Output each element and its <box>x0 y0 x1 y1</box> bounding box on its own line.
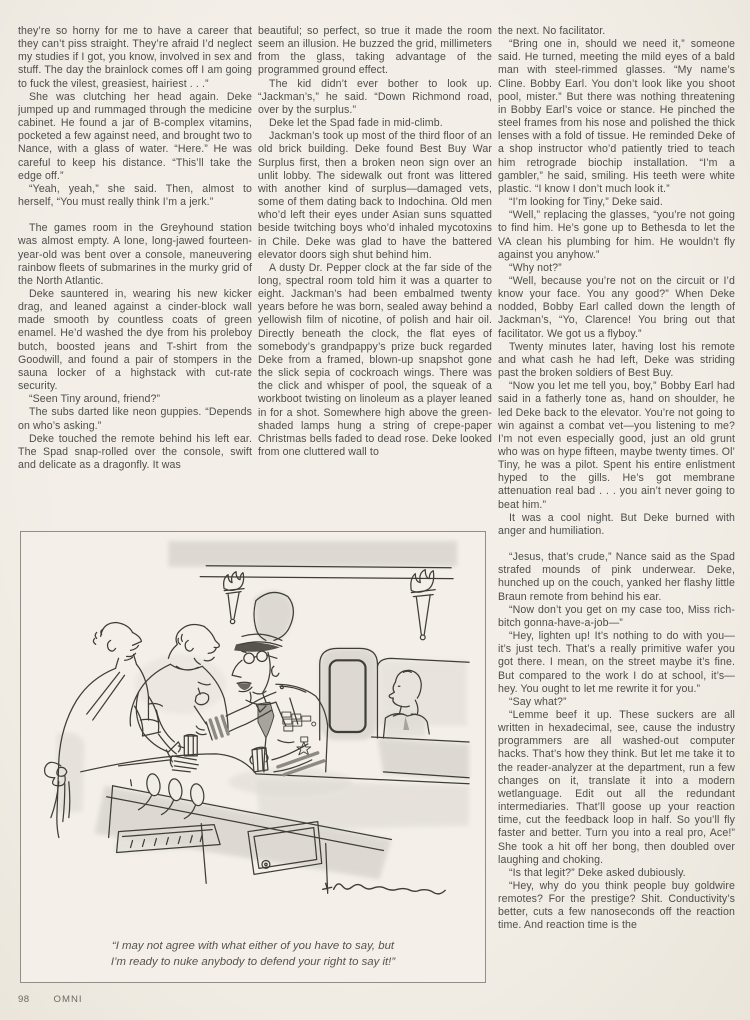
torch-sconce-icon <box>224 572 244 624</box>
story-paragraph: Twenty minutes later, having lost his remote and what cash he had left, Deke was striding past the broken soldiers of Best Buy. <box>498 340 735 380</box>
story-paragraph: “Yeah, yeah,” she said. Then, almost to herself, “You must really think I’m a jerk.” <box>18 182 252 209</box>
story-paragraph: “Why not?” <box>509 261 562 274</box>
story-column-middle <box>258 25 492 528</box>
story-paragraph: “I’m looking for Tiny,” Deke said. <box>509 196 663 209</box>
story-paragraph: “Lemme beef it up. These suckers are all written in hexadecimal, see, cause the industry programmers are all washed-out computer hacks. That’s how they think. But let me take it to the reader-analyzer at the department, run a few changes on it, translate it into a modern wetlanguage. Edit out all the redundant intermediaries. That’ll goose up your reaction time, cut the feedback loop in half. So you’ll fly faster and better. Turn you into a real pro, Ace!” She took a hit off her bong, then doubled over laughing and choking. <box>498 708 735 866</box>
story-paragraph: they’re so horny for me to have a career that they can’t piss straight. They’re afraid I’d neglect my studies if I got, you know, involved in sex and stuff. The day the brainlock comes off I am going to fuck the vilest, greasiest, hairiest . . .” <box>18 25 252 90</box>
story-paragraph: Deke sauntered in, wearing his new kicker drag, and leaned against a cinder-block wall made smooth by countless coats of green enamel. He’d washed the dye from his proleboy butch, boosted jeans and T-shirt from the Goodwill, and found a pair of stompers in the sauna locker of a highstack with cut-rate security. <box>18 287 252 393</box>
story-paragraph: Jackman’s took up most of the third floor of an old brick building. Deke found Best Buy War Surplus first, then a broken neon sign over an unlit lobby. The sidewalk out front was littered with another kind of surplus—damaged vets, some of them dating back to Indochina. Old men who’d left their eyes under Asian suns squatted beside twitching boys who’d inhaled mycotoxins in Chile. Deke was glad to have the battered elevator doors sigh shut behind him. <box>258 130 492 261</box>
caption-line: “I may not agree with what either of you have to say, but <box>111 940 395 952</box>
story-paragraph: “Well, because you’re not on the circuit or I’d know your face. You any good?” When Deke nodded, Bobby Earl called down the length of Jackman’s, “Yo, Clarence! You bring out that facilitator. We got us a flyboy.” <box>498 274 735 340</box>
story-paragraph: The subs darted like neon guppies. “Depends on who’s asking.” <box>18 406 252 432</box>
drink-glass <box>184 736 197 756</box>
story-paragraph: “Now you let me tell you, boy,” Bobby Earl had said in a fatherly tone as, hand on shoulder, he led Deke back to the elevator. You’re not going to win against a combat vet—you listening to me? I’m not even especially good, just an old grunt who was on hype fifteen, maybe twenty times. Ol’ Tiny, he was a pilot. Spent his entire enlistment hyped to the gills. He’s got membrane attenuation real bad . . . you ain’t never going to beat him.” <box>498 380 735 511</box>
story-paragraph: the next. No facilitator. <box>498 25 606 37</box>
story-paragraph: “Hey, lighten up! It’s nothing to do with you—it’s just tech. That’s a really primitive wafer you got there. I mean, on the street maybe it’s fine. But compared to the work I do at school, it’s—hey. You ought to let me rewrite it for you.” <box>498 630 735 695</box>
story-paragraph: “Well,” replacing the glasses, “you’re not going to find him. He’s gone up to Bethesda to let the VA clean his plumbing for him. He wouldn’t fly against you anyhow.” <box>498 209 735 261</box>
story-paragraph: She was clutching her head again. Deke jumped up and rummaged through the medicine cabinet. He found a jar of B-complex vitamins, pocketed a few against need, and brought two to Nance, with a glass of water. “Here.” He was careful to keep his distance. “This’ll take the edge off.” <box>18 90 252 182</box>
story-column-left <box>18 25 252 528</box>
story-paragraph: “Seen Tiny around, friend?” <box>29 393 161 406</box>
caption-line: I’m ready to nuke anybody to defend your right to say it!” <box>110 956 396 968</box>
story-paragraph: “Now don’t you get on my case too, Miss rich-bitch gonna-have-a-job—” <box>498 603 735 629</box>
torch-sconce-icon <box>411 570 435 640</box>
page-number: 98 <box>18 994 30 1005</box>
story-paragraph: “Bring one in, should we need it,” someone said. He turned, meeting the mild eyes of a bald man with steel-rimmed glasses. “My name’s Cline. Bobby Earl. You don’t look like you shoot pool, mister.” But there was nothing threatening in Bobby Earl’s voice or stance. He pinched the steel frames from his nose and polished the thick lenses with a fold of tissue. He reminded Deke of a shop instructor who’d patiently tried to teach him retrograde biochip installation. “I’m a gambler,” he said, smiling. His teeth were white plastic. “I know I don’t much look it.” <box>498 38 735 195</box>
cartoon-caption <box>21 938 485 970</box>
story-paragraph: “Say what?” <box>509 695 567 708</box>
story-paragraph: “Hey, why do you think people buy goldwire remotes? For the prestige? Shit. Conductivity’s better, cuts a few nanoseconds off the reaction time. And reaction time is the <box>498 880 735 932</box>
drink-glass <box>252 747 268 772</box>
story-paragraph: Deke touched the remote behind his left ear. The Spad snap-rolled over the console, swift and delicate as a dragonfly. It was <box>18 432 252 471</box>
story-paragraph: The games room in the Greyhound station was almost empty. A lone, long-jawed fourteen-year-old was bent over a console, maneuvering rainbow fleets of submarines in the murky grid of the North Atlantic. <box>18 222 252 287</box>
story-paragraph: Deke let the Spad fade in mid-climb. <box>269 117 443 130</box>
story-column-right <box>498 25 735 987</box>
story-paragraph: “Is that legit?” Deke asked dubiously. <box>509 866 686 879</box>
magazine-name: OMNI <box>53 994 83 1005</box>
story-paragraph: It was a cool night. But Deke burned with anger and humiliation. <box>498 511 735 537</box>
artist-signature <box>323 883 445 894</box>
glasses-icon <box>244 653 254 663</box>
cartoon-panel <box>20 531 486 983</box>
page-footer <box>18 994 83 1005</box>
story-paragraph: beautiful; so perfect, so true it made the room seem an illusion. He buzzed the grid, millimeters from the glass, taking advantage of the programmed ground effect. <box>258 25 492 77</box>
story-paragraph: The kid didn’t ever bother to look up. “Jackman’s,” he said. “Down Richmond road, over by the surplus.” <box>258 77 492 116</box>
medal-ribbons <box>282 712 316 731</box>
story-paragraph: “Jesus, that’s crude,” Nance said as the Spad strafed mounds of pink underwear. Deke, hunched up on the couch, yanked her flashy little Braun remote from behind his ear. <box>498 551 735 603</box>
cartoon-illustration <box>21 534 485 930</box>
officer-open-mouth <box>237 683 251 690</box>
story-paragraph: A dusty Dr. Pepper clock at the far side of the long, spectral room told him it was a quarter to eight. Jackman’s had been embalmed twenty years before he was born, sealed away behind a yellowish film of nicotine, of polish and hair oil. Directly beneath the clock, the flat eyes of somebody’s grandpappy’s prize buck regarded Deke from a framed, blown-up snapshot gone the slick sepia of cockroach wings. There was the click and whisper of pool, the squeak of a workboot twisting on linoleum as a player leaned in for a shot. Somewhere high above the green-shaded lamps hung a string of crepe-paper Christmas bells faded to dead rose. Deke looked from one cluttered wall to <box>258 261 492 458</box>
officer-tie <box>258 702 274 738</box>
